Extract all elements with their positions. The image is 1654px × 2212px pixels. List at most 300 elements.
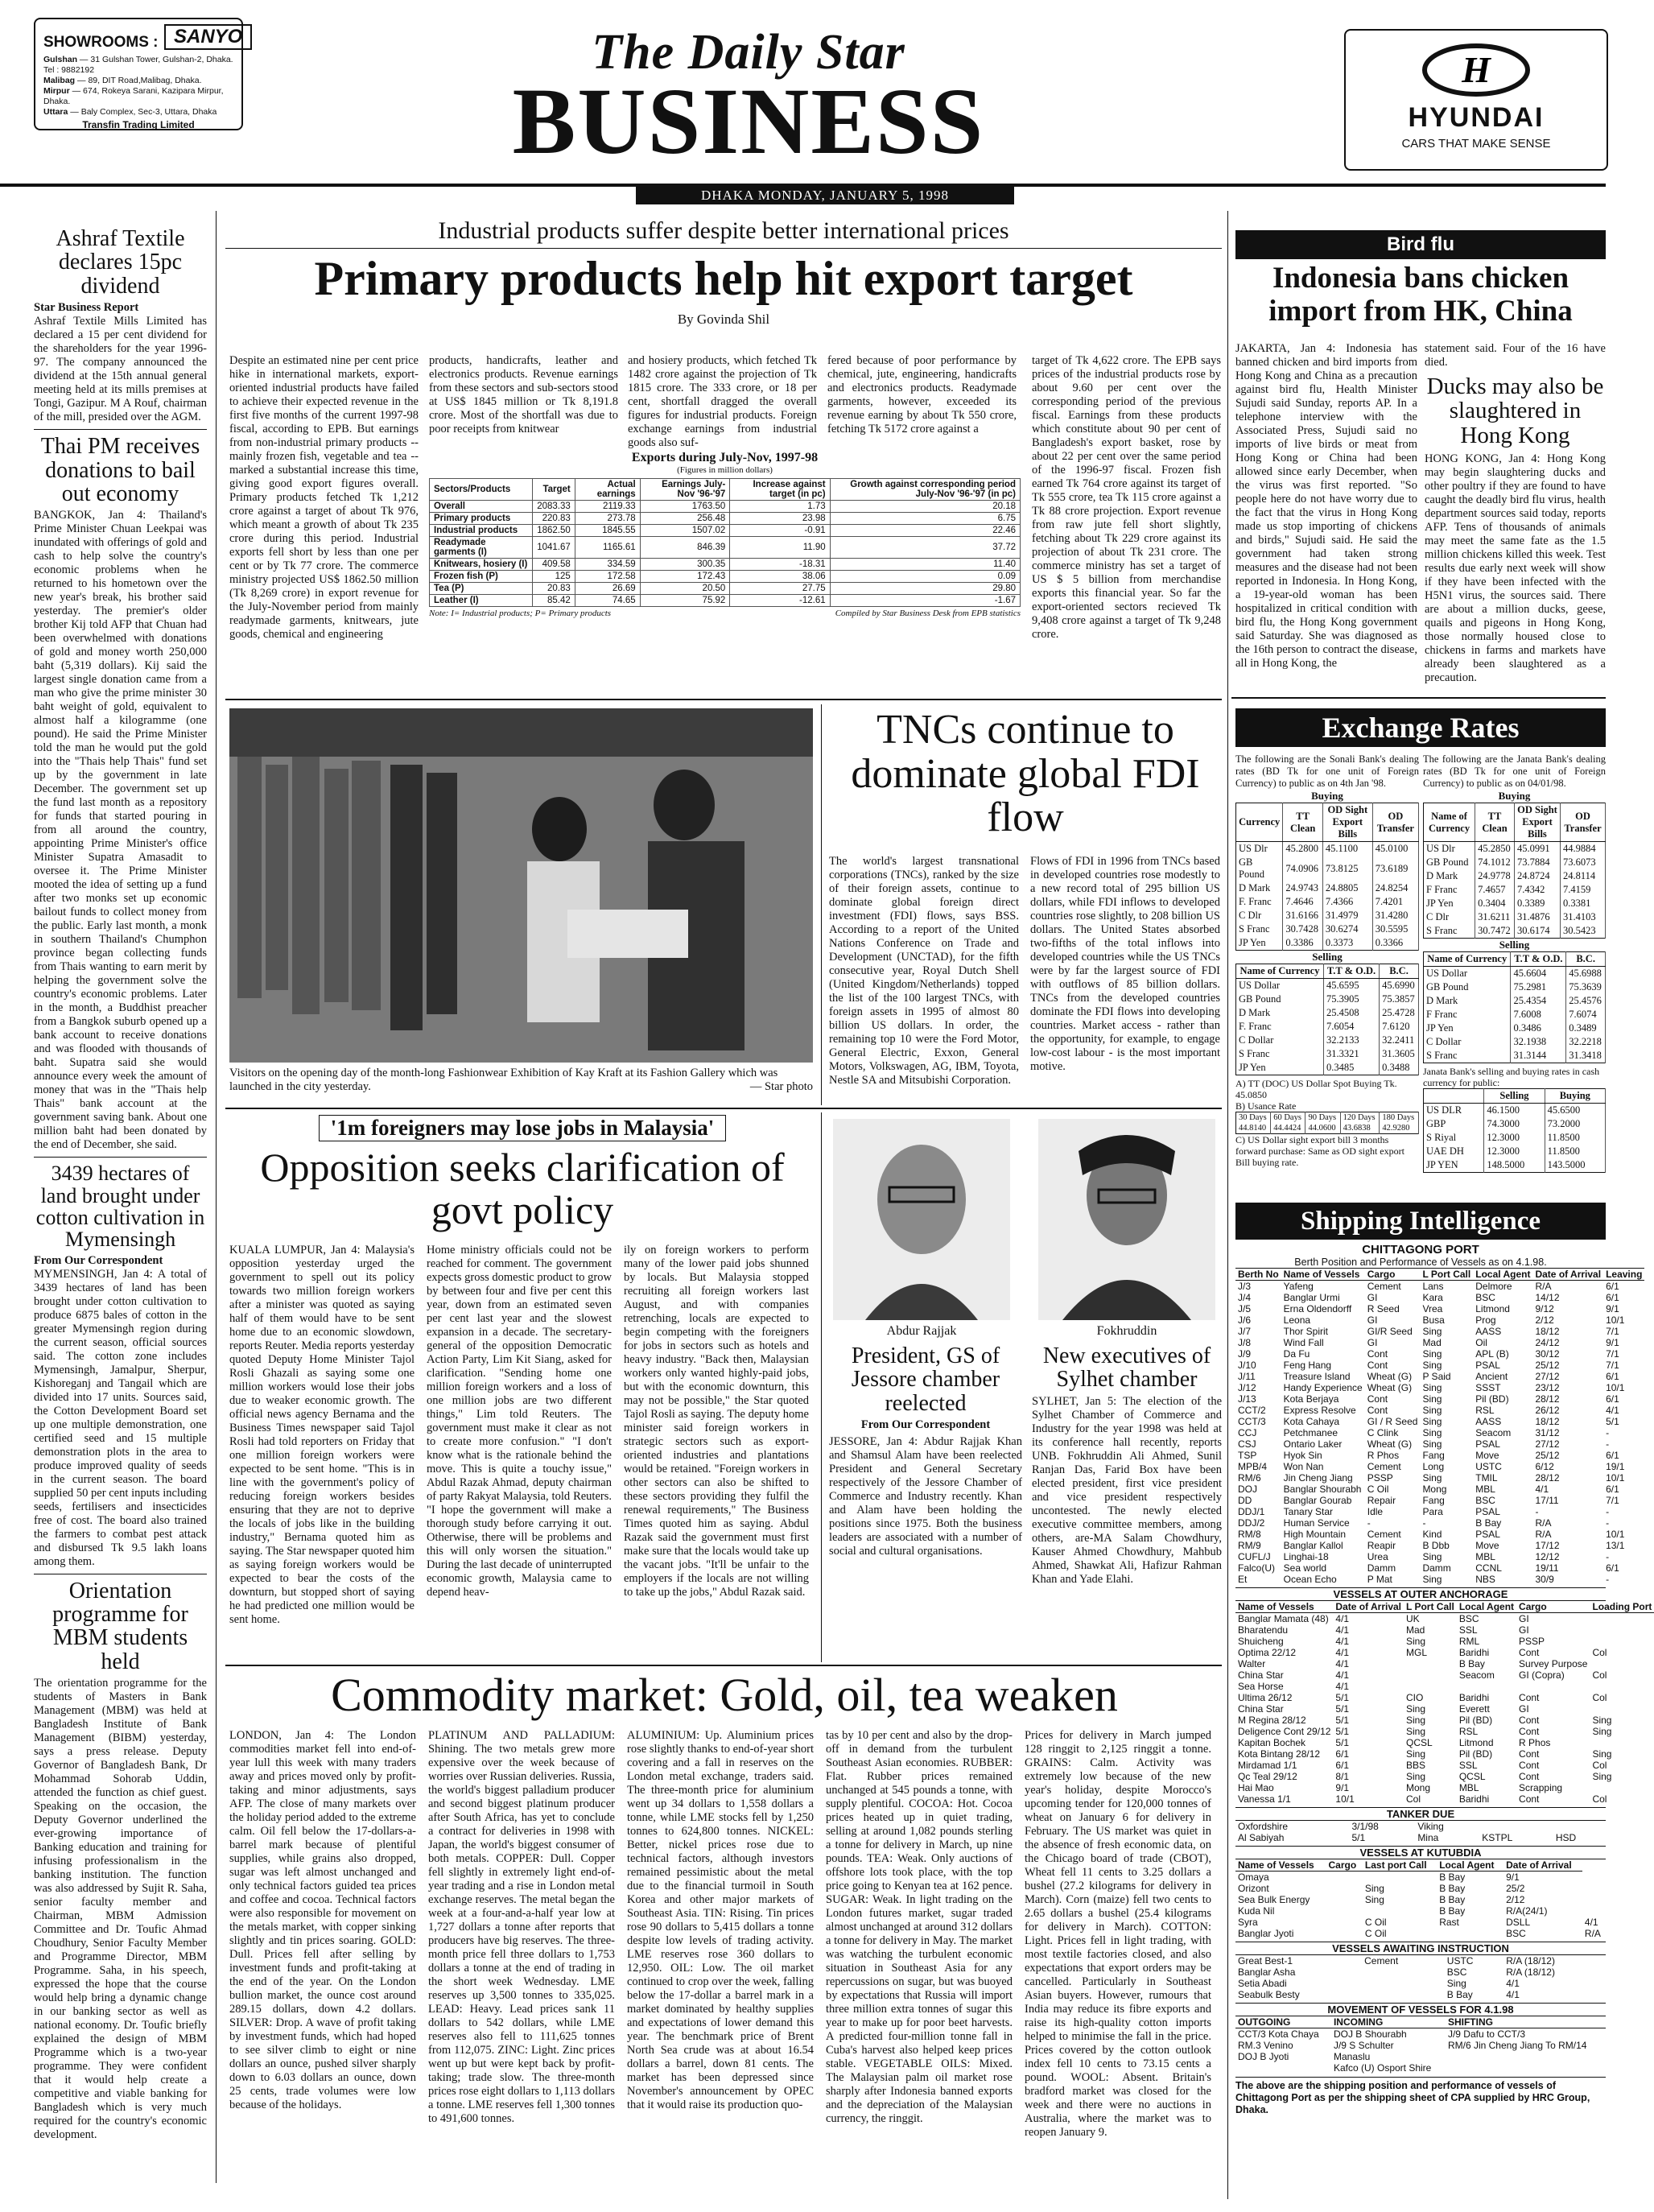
table-cell: 3/1/98 xyxy=(1351,1821,1379,1832)
lead-kicker: Industrial products suffer despite better international prices xyxy=(438,217,1009,244)
movement-row xyxy=(1235,2040,1606,2051)
table-cell: TSP xyxy=(1238,1450,1257,1461)
table-cell: MGL xyxy=(1406,1647,1428,1658)
table-cell: Kuda Nil xyxy=(1238,1905,1275,1917)
port-name: CHITTAGONG PORT xyxy=(1362,1243,1479,1257)
janata-buying-table xyxy=(1423,803,1606,939)
birdflu-col-2 xyxy=(1425,342,1606,694)
table-cell: BSC xyxy=(1446,1966,1467,1978)
table-cell: Col xyxy=(1592,1760,1607,1771)
table-cell: JP Yen xyxy=(1424,1021,1511,1035)
table-cell: 0.3486 xyxy=(1511,1021,1566,1035)
table-cell: Hai Mao xyxy=(1238,1782,1274,1793)
vessel-row xyxy=(1235,1562,1644,1574)
table-cell: R/A xyxy=(1535,1529,1552,1540)
table-cell: 20.50 xyxy=(640,583,730,595)
vessel-row xyxy=(1235,1551,1644,1562)
table-cell xyxy=(1435,1955,1444,1966)
outer-header: Name of Vessels xyxy=(1235,1601,1333,1613)
table-cell: -1.67 xyxy=(830,595,1020,607)
table-cell: 37.72 xyxy=(830,537,1020,559)
table-cell: C Clink xyxy=(1367,1427,1399,1438)
table-cell: 27.75 xyxy=(730,583,830,595)
rate-row xyxy=(1424,1008,1606,1021)
table-cell: 73.8125 xyxy=(1322,856,1372,881)
table-cell: Cont xyxy=(1519,1793,1540,1805)
rate-row xyxy=(1236,909,1419,922)
table-cell: D Mark xyxy=(1424,994,1511,1008)
table-cell xyxy=(1590,1782,1654,1793)
table-cell: -12.61 xyxy=(730,595,830,607)
table-cell: Manaslu xyxy=(1333,2051,1371,2062)
table-cell: 18/12 xyxy=(1535,1416,1560,1427)
rate-header: OD Sight Export Bills xyxy=(1514,803,1560,842)
sylhet-body: SYLHET, Jan 5: The election of the Sylhet Chamber of Commerce and Industry for the year 1998 was held at its conference hall recently, reports UNB. Fokhruddin Ali Ahmed, Sunil Ranjan Das, Farid Box have been elected president, first vice president and vice president respectively uncontested. The newly elected executive committee members, among others, are-MA Salam Chowdhury, Kauser Ahmed Chowdhury, Mahbub Ahmed, Shawkat Ali, Hafizur Rahman Khan and Yade Elahi. xyxy=(1032,1394,1222,1586)
rate-header: Selling xyxy=(1484,1089,1545,1104)
table-cell: R/A xyxy=(1535,1517,1552,1529)
table-cell: Sing xyxy=(1592,1748,1612,1760)
table-cell: Banglar Urmi xyxy=(1283,1292,1340,1303)
table-cell xyxy=(1326,1872,1362,1884)
table-cell: Viking xyxy=(1417,1821,1444,1832)
export-table-notes xyxy=(429,609,1021,618)
table-cell: DOJ xyxy=(1238,1484,1257,1495)
rate-row xyxy=(1424,910,1606,924)
table-cell: Move xyxy=(1475,1450,1499,1461)
table-cell: CCNL xyxy=(1475,1562,1502,1574)
table-cell: 9/1 xyxy=(1606,1337,1619,1348)
rate-header: OD Sight Export Bills xyxy=(1322,803,1372,842)
table-cell: GBP xyxy=(1424,1117,1484,1131)
table-cell: CSJ xyxy=(1238,1438,1256,1450)
table-cell: 334.59 xyxy=(575,559,640,571)
lead-col-1: Despite an estimated nine per cent price hike in international markets, export-oriented industrial products have failed to achieve their expected revenue in the first five months of the current 1997-98 fiscal, according to EPB. But earnings from non-industrial primary products -- mainly frozen fish, vegetable and tea -- marked a substantial increase this time, giving good export figures overall. Primary products fetched Tk 1,212 crore against a target of about Tk 976, which meant a growth of about Tk 235 crore during this period. Industrial exports fell short by less than one per cent or by Tk 77 crore. The commerce ministry projected US$ 1862.50 million (Tk 8,269 crore) in export revenue for the July-November period from mainly readymade garments, knitwears, jute goods, chemical and engineering xyxy=(229,354,419,641)
table-cell: Lans xyxy=(1422,1281,1444,1292)
rate-header: TT Clean xyxy=(1475,803,1515,842)
table-cell: Shuicheng xyxy=(1238,1636,1284,1647)
column-rule xyxy=(216,211,217,2183)
tanker-table xyxy=(1235,1821,1606,1843)
table-cell: 25.4508 xyxy=(1323,1006,1379,1020)
table-cell: 2/12 xyxy=(1535,1314,1554,1326)
table-cell: China Star xyxy=(1238,1703,1284,1715)
table-cell xyxy=(1553,1821,1606,1832)
table-cell: 6/1 xyxy=(1606,1281,1619,1292)
lead-headline: Primary products help hit export target xyxy=(314,252,1133,305)
table-cell: 2119.33 xyxy=(575,501,640,513)
table-cell: JP Yen xyxy=(1236,936,1283,951)
table-cell: GB Pound xyxy=(1424,856,1475,869)
table-cell: Delmore xyxy=(1475,1281,1512,1292)
table-cell: Erna Oldendorff xyxy=(1283,1303,1352,1314)
table-cell: JP YEN xyxy=(1424,1158,1484,1173)
table-cell: 7.4201 xyxy=(1372,895,1418,909)
vessel-row xyxy=(1235,1495,1644,1506)
table-cell: 30.6174 xyxy=(1514,924,1560,939)
vessel-row xyxy=(1235,1281,1644,1293)
table-cell: B Bay xyxy=(1439,1905,1466,1917)
table-cell: -0.91 xyxy=(730,525,830,537)
table-cell: Kota Berjaya xyxy=(1283,1393,1339,1405)
table-cell: Leather (I) xyxy=(430,595,533,607)
rate-row xyxy=(1424,1021,1606,1035)
table-cell: C Dlr xyxy=(1424,910,1475,924)
table-cell: 125 xyxy=(533,571,575,583)
story-ashraf: Ashraf Textile Mills Limited has declared a 15 per cent dividend for the shareholders for the year 1996-97. The company announced the dividend at the 15th annual general meeting held at its mills premises at Tongi, Gazipur. M A Rouf, chairman of the mill, presided over the AGM. xyxy=(34,315,207,424)
rate-row xyxy=(1236,936,1419,951)
table-cell: 75.2981 xyxy=(1511,980,1566,994)
table-cell: Express Resolve xyxy=(1283,1405,1356,1416)
vessel-row xyxy=(1235,1416,1644,1427)
janata-note: Janata Bank's selling and buying rates in cash currency for public: xyxy=(1423,1066,1600,1088)
outer-title: VESSELS AT OUTER ANCHORAGE xyxy=(1235,1587,1606,1601)
table-cell: DDJ/2 xyxy=(1238,1517,1265,1529)
table-cell: Cont xyxy=(1367,1405,1388,1416)
export-table-credit: Compiled by Star Business Desk from EPB statistics xyxy=(835,609,1021,618)
table-cell: B Bay xyxy=(1439,1883,1466,1894)
table-cell: KSTPL xyxy=(1482,1832,1513,1843)
table-cell xyxy=(1404,1681,1457,1692)
table-cell: 45.0100 xyxy=(1372,842,1418,856)
table-cell: 1845.55 xyxy=(575,525,640,537)
rate-row xyxy=(1424,967,1606,981)
table-cell: Cement xyxy=(1367,1281,1401,1292)
table-cell: J/6 xyxy=(1238,1314,1252,1326)
usance-cell: 180 Days xyxy=(1380,1112,1419,1124)
rate-row xyxy=(1236,881,1419,895)
vessel-row xyxy=(1235,1438,1644,1450)
rate-row xyxy=(1236,1061,1419,1075)
rate-row xyxy=(1236,856,1419,881)
table-cell: 10/1 xyxy=(1606,1314,1625,1326)
outer-header: L Port Call xyxy=(1404,1601,1457,1613)
table-cell: 4/1 xyxy=(1335,1647,1350,1658)
export-table-row xyxy=(430,595,1021,607)
table-cell: GI xyxy=(1367,1337,1378,1348)
commodity-col-5: Prices for delivery in March jumped 128 ringgit to 2,125 ringgit a tonne. GRAINS: Calm. Activity was extremely low because of the new year's holiday, despite Morocco's upcoming tender for 120,000 tonnes of wheat on January 6 for delivery in February. The US market was quiet in the absence of fresh economic data, on the Chicago board of trade (CBOT), Wheat fell 11 cents to 3.25 dollars a bushel (27.2 kilograms for delivery in March). Corn (maize) fell two cents to 2.65 dollars a bushel (25.4 kilograms for delivery in March). COTTON: Light. Prices fell in light trading, with most textile factories closed, and also expectations that export orders may be cancelled. Particularly in Southeast Asian buyers. However, rumours that India may reduce its fibre exports and raise its high-quality cotton imports helped to minimise the fall in the price. Prices covered by the cotton outlook index fell 10 cents to 73.15 cents a pound. WOOL: Absent. Britain's bradford market was closed for the week and there were no auctions in Australia, where the market was to reopen January 9. xyxy=(1025,1729,1211,2139)
story-cotton: MYMENSINGH, Jan 4: A total of 3439 hectares of land has been brought under cotton cultivation to produce 6875 bales of cotton in the greater Mymensingh region during the current season, official sources said. The cotton zone includes Mymensingh, Jamalpur, Sherpur, Kishoreganj and Tangail which are divided into 17 units. Sources said, the Cotton Development Board set up one multiple demonstration, one certified seed and 15 multiple demonstration plots in the area to produce improved quality of seeds in the current season. The board supplied 50 per cent inputs including seeds, fertilisers and insecticides free of cost. The board also trained the farmers to combat pest attack and disbursed Tk 9.5 lakh loans among them. xyxy=(34,1267,207,1568)
table-cell: 75.3639 xyxy=(1566,980,1606,994)
table-cell: 24.9743 xyxy=(1283,881,1323,895)
table-cell: Sing xyxy=(1406,1636,1426,1647)
table-cell: US Dollar xyxy=(1424,967,1511,981)
table-cell: Damm xyxy=(1422,1562,1451,1574)
table-cell: Col xyxy=(1592,1793,1607,1805)
table-cell: 45.2800 xyxy=(1283,842,1323,856)
headline-mbm: Orientation programme for MBM students held xyxy=(52,1578,188,1674)
table-cell: 74.0906 xyxy=(1283,856,1323,881)
table-cell: 30.5595 xyxy=(1372,922,1418,936)
vessel-row xyxy=(1235,1726,1654,1737)
table-cell xyxy=(1362,1989,1435,2000)
birdflu-col-2-text: statement said. Four of the 16 have died. xyxy=(1425,342,1606,369)
table-cell: 273.78 xyxy=(575,513,640,525)
table-cell: Everett xyxy=(1458,1703,1490,1715)
table-cell: 6/1 xyxy=(1606,1484,1619,1495)
table-cell: -18.31 xyxy=(730,559,830,571)
table-cell: C Oil xyxy=(1364,1928,1387,1939)
birdflu-col-1: JAKARTA, Jan 4: Indonesia has banned chicken and bird imports from Hong Kong and China as a precaution against bird flu, Health Minister Sujudi said Sunday, reports AP. In a telephone interview with the Associated Press, Sujudi said no imports of live birds or meat from Hong Kong or China had been allowed since early December, when the virus was first reported. "So people here do not have worry due to the fact that the virus in Hong Kong made us stop importing of chickens and birds," Sujudi said. He said the government had taken strong measures and the disease had not been reported in Indonesia. In Hong Kong, a 19-year-old woman has been hospitalized in critical condition with bird flu, the Hong Kong government said Saturday. She was diagnosed as the 16th person to contract the disease, all in Hong Kong, the xyxy=(1235,342,1417,670)
vessel-row xyxy=(1235,1314,1644,1326)
commodity-headline: Commodity market: Gold, oil, tea weaken xyxy=(331,1669,1118,1721)
table-cell: Pil (BD) xyxy=(1458,1748,1493,1760)
table-cell: Reapir xyxy=(1367,1540,1396,1551)
vessel-row xyxy=(1235,1636,1654,1647)
jessore-story xyxy=(829,1344,1022,1558)
table-cell: Qc Teal 29/12 xyxy=(1238,1771,1297,1782)
rate-row xyxy=(1424,1104,1606,1118)
table-cell xyxy=(1590,1658,1654,1669)
ducks-body: HONG KONG, Jan 4: Hong Kong may begin slaughtering ducks and other poultry if they are found to have caught the deadly bird flu virus, health department sources said today, reports AFP. Tens of thousands of animals may meet the same fate as the 1.5 million chickens killed this week. Test results due early next week will show if they have been infected with the H5N1 virus, the sources said. There are about a million ducks, geese, quails and pigeons in Hong Kong, those normally housed close to chickens in farms and markets have already been slaughtered as a precaution. xyxy=(1425,452,1606,685)
table-cell: PSAL xyxy=(1475,1529,1500,1540)
kutubdia-header: Cargo xyxy=(1326,1859,1362,1872)
table-cell: 4/1 xyxy=(1335,1669,1350,1681)
table-cell: GI (Copra) xyxy=(1519,1669,1565,1681)
rate-row xyxy=(1236,895,1419,909)
table-cell xyxy=(1446,2062,1606,2074)
table-cell: 32.2133 xyxy=(1323,1034,1379,1047)
tanker-title: TANKER DUE xyxy=(1235,1807,1606,1821)
table-cell: Col xyxy=(1592,1647,1607,1658)
table-cell: 31.3418 xyxy=(1566,1049,1606,1063)
table-cell: GB Pound xyxy=(1424,980,1511,994)
caption-text: Visitors on the opening day of the month-long Fashionwear Exhibition of Kay Kraft at its Fashion Gallery which was launched in the city yesterday. xyxy=(229,1067,778,1093)
export-table-row xyxy=(430,513,1021,525)
vessel-row xyxy=(1235,1371,1644,1382)
table-cell: D Mark xyxy=(1236,1006,1324,1020)
table-cell: Ancient xyxy=(1475,1371,1508,1382)
table-cell: F. Franc xyxy=(1236,1020,1324,1034)
table-cell: 30/12 xyxy=(1535,1348,1560,1360)
table-cell: S Franc xyxy=(1424,1049,1511,1063)
table-cell: J/3 xyxy=(1238,1281,1252,1292)
table-cell: GI xyxy=(1519,1613,1529,1624)
tnc-col-1: The world's largest transnational corporations (TNCs), ranked by the size of their foreign assets, continue to dominate global foreign direct investment (FDI) flows, says BSS. According to a report of the United Nations Conference on Trade and Development (UNCTAD), for the fifth consecutive year, Royal Dutch Shell (United Kingdom/Netherlands) topped the list of the 100 largest TNCs, with foreign assets in 1995 of almost 80 billion US dollars. In order, the remaining top 10 were the Ford Motor, General Electric, Exxon, General Motors, Volkswagen, AG, IBM, Toyota, Nestle SA and Mitsubishi Corporation. xyxy=(829,855,1019,1087)
table-cell: Sing xyxy=(1422,1393,1442,1405)
birdflu-headline: Indonesia bans chicken import from HK, China xyxy=(1268,262,1573,328)
table-cell: PSSP xyxy=(1519,1636,1545,1647)
table-cell xyxy=(1363,1905,1437,1917)
table-cell: GB Pound xyxy=(1236,856,1283,881)
table-cell: Kota Bintang 28/12 xyxy=(1238,1748,1321,1760)
table-cell: 5/1 xyxy=(1335,1715,1350,1726)
table-cell: Sing xyxy=(1446,1978,1466,1989)
table-cell: SSST xyxy=(1475,1382,1501,1393)
table-cell: 24.8724 xyxy=(1514,869,1560,883)
table-cell: Cont xyxy=(1367,1360,1388,1371)
sonali-buying-table xyxy=(1235,803,1419,951)
export-table-header: Target xyxy=(533,479,575,501)
byline: Star Business Report xyxy=(34,301,139,315)
table-cell: 38.06 xyxy=(730,571,830,583)
table-cell: Al Sabiyah xyxy=(1238,1832,1285,1843)
rate-header: OD Transfer xyxy=(1561,803,1606,842)
table-cell: 24.8805 xyxy=(1322,881,1372,895)
table-cell: - xyxy=(1367,1517,1371,1529)
vessel-row xyxy=(1235,1461,1644,1472)
janata-selling-table xyxy=(1423,951,1606,1063)
janata-intro: The following are the Janata Bank's dealing rates (BD Tk for one unit of Foreign Currency) to public as on 04/01/98. xyxy=(1423,753,1606,789)
table-cell: F Franc xyxy=(1424,883,1475,897)
table-cell: J/9 S Schulter xyxy=(1333,2040,1394,2051)
table-cell: Col xyxy=(1406,1793,1421,1805)
table-cell: QCSL xyxy=(1458,1771,1486,1782)
table-cell: R Phos xyxy=(1519,1737,1551,1748)
table-cell: Move xyxy=(1475,1540,1499,1551)
table-cell: Litmond xyxy=(1475,1303,1510,1314)
table-cell: 7.6054 xyxy=(1323,1020,1379,1034)
table-cell: Cont xyxy=(1519,1647,1540,1658)
table-cell: Won Nan xyxy=(1283,1461,1324,1472)
berth-header: Name of Vessels xyxy=(1281,1269,1365,1281)
table-cell: S Franc xyxy=(1236,1047,1324,1061)
table-cell: 31.6166 xyxy=(1283,909,1323,922)
table-cell: R/A (18/12) xyxy=(1506,1966,1555,1978)
table-cell: Seacom xyxy=(1458,1669,1495,1681)
usance-cell: 44.8140 xyxy=(1236,1123,1271,1134)
table-cell: Frozen fish (P) xyxy=(430,571,533,583)
vessel-row xyxy=(1235,1681,1654,1692)
table-cell: 45.1100 xyxy=(1322,842,1372,856)
table-cell: Rast xyxy=(1439,1917,1459,1928)
table-cell: Baridhi xyxy=(1458,1692,1490,1703)
malaysia-col-1: KUALA LUMPUR, Jan 4: Malaysia's opposition yesterday urged the government to spell out its policy towards two million foreign workers after a minister was quoted as saying half of them would have to be sent home due to an economic slowdown, reports Reuter. Media reports yesterday quoted Deputy Home Minister Tajol Rosli Ghazali as saying some one million workers would lose their jobs due to weaker economic growth. The official news agency Bernama and the Business Times newspaper said Tajol Rosli had told reporters on Friday that one million foreign workers were expected to be sent home. "This is in line with the government's policy of reducing foreign workers besides ensuring that they are not to deprive the locals of jobs like in the building industry," Bernama quoted him as saying. The Star newspaper quoted him as saying foreign workers would be expected to bear the costs of the downturn, but stopped short of saying he had predicted one million would be sent home. xyxy=(229,1244,415,1626)
table-cell: RM/6 xyxy=(1238,1472,1261,1484)
table-cell: MBL xyxy=(1475,1484,1495,1495)
vessel-row xyxy=(1235,1450,1644,1461)
rate-row xyxy=(1424,994,1606,1008)
table-cell: 19/11 xyxy=(1535,1562,1559,1574)
table-cell: 0.3489 xyxy=(1566,1021,1606,1035)
table-cell: 12.3000 xyxy=(1484,1145,1545,1158)
table-cell: Cement xyxy=(1364,1955,1399,1966)
export-table-row xyxy=(430,537,1021,559)
table-cell: Sing xyxy=(1422,1360,1442,1371)
table-cell: Sing xyxy=(1592,1771,1612,1782)
table-cell: Sing xyxy=(1406,1726,1426,1737)
table-cell: 75.3857 xyxy=(1380,993,1419,1006)
janata-cash-table xyxy=(1423,1088,1606,1173)
shipping-block xyxy=(1235,1243,1652,2201)
table-cell: C Dollar xyxy=(1236,1034,1324,1047)
table-cell: Fang xyxy=(1422,1450,1445,1461)
table-cell: S Franc xyxy=(1424,924,1475,939)
commodity-col-2: PLATINUM AND PALLADIUM: Shining. The two metals grew more expensive over the week because of worries over Russian deliveries. Russia, the world's biggest palladium producer and second biggest platinum producer after South Africa, has yet to conclude a contract for deliveries in 1998 with Japan, the world's biggest consumer of both metals. COPPER: Dull. Copper fell slightly in extremely light end-of-year trading and a rise in London metal exchange reserves. The metal began the week at a four-and-a-half year low at 1,727 dollars a tonne after reports that producers have big reserves. The three-month price fell three dollars to 1,753 dollars a tonne at the end of trading in the short week Wednesday. LME reserves up 3,500 tonnes to 335,025. LEAD: Heavy. Lead prices sank 11 dollars to 542 dollars, while LME reserves also fell to 111,625 tonnes from 112,075. ZINC: Light. Zinc prices went up but were kept back by profit-taking; trade slow. The three-month prices rose eight dollars to 1,113 dollars a tonne. LME reserves fell 1,300 tonnes to 491,600 tonnes. xyxy=(428,1729,615,2125)
table-cell: Et xyxy=(1238,1574,1248,1585)
table-cell: 5/1 xyxy=(1335,1692,1350,1703)
table-cell: 31.3144 xyxy=(1511,1049,1566,1063)
table-cell: 5/1 xyxy=(1351,1832,1366,1843)
table-cell: 73.6073 xyxy=(1561,856,1606,869)
export-table-block xyxy=(429,451,1021,618)
table-cell: 7.6120 xyxy=(1380,1020,1419,1034)
export-table-header: Sectors/Products xyxy=(430,479,533,501)
berth-header: Berth No xyxy=(1235,1269,1281,1281)
hyundai-tagline: CARS THAT MAKE SENSE xyxy=(1401,137,1551,151)
table-cell: 5/1 xyxy=(1335,1726,1350,1737)
table-cell xyxy=(1326,1905,1362,1917)
table-cell: 1.73 xyxy=(730,501,830,513)
table-cell: B Bay xyxy=(1446,1989,1473,2000)
table-cell: US Dlr xyxy=(1236,842,1283,856)
kutubdia-header: Last port Call xyxy=(1363,1859,1437,1872)
table-cell: Seacom xyxy=(1475,1427,1512,1438)
table-cell: 1862.50 xyxy=(533,525,575,537)
table-cell: Kafco (U) Osport Shire xyxy=(1333,2062,1432,2074)
table-cell: J/11 xyxy=(1238,1371,1256,1382)
rate-header: B.C. xyxy=(1380,964,1419,979)
vessel-row xyxy=(1235,1393,1644,1405)
table-cell: Fang xyxy=(1422,1495,1445,1506)
table-cell: SSL xyxy=(1458,1760,1478,1771)
exchange-banner: Exchange Rates xyxy=(1235,708,1606,747)
table-cell: Litmond xyxy=(1458,1737,1494,1748)
outer-header: Loading Port xyxy=(1590,1601,1654,1613)
sonali-note-a: A) TT (DOC) US Dollar Spot Buying Tk. 45.0850 xyxy=(1235,1078,1397,1100)
table-cell: BSC xyxy=(1475,1495,1495,1506)
table-cell: 20.83 xyxy=(533,583,575,595)
table-cell: Kind xyxy=(1422,1529,1442,1540)
table-cell: 11.8500 xyxy=(1545,1145,1605,1158)
usance-cell: 60 Days xyxy=(1271,1112,1305,1124)
rate-row xyxy=(1424,1158,1606,1173)
table-cell: Hyok Sin xyxy=(1283,1450,1322,1461)
section-rule xyxy=(225,1665,1222,1666)
vessel-row xyxy=(1235,1292,1644,1303)
table-cell: 24.8114 xyxy=(1561,869,1606,883)
movement-table xyxy=(1235,2016,1606,2074)
table-cell xyxy=(1362,1978,1435,1989)
table-cell: 9/1 xyxy=(1335,1782,1350,1793)
table-cell: BBS xyxy=(1406,1760,1426,1771)
vessel-row xyxy=(1235,1748,1654,1760)
table-cell: 27/12 xyxy=(1535,1438,1560,1450)
table-cell: Mad xyxy=(1422,1337,1442,1348)
malaysia-col-2: Home ministry officials could not be reached for comment. The government expects gross domestic product to grow by between four and five per cent this year, down from an estimated seven per cent last year and the slowest expansion in a decade. The secretary-general of the opposition Democratic Action Party, Lim Kit Siang, asked for clarification. "Sending home one million foreign workers and a loss of one million jobs are two different things," Lim told Reuters. The government must make it clear as not to create more confusion." "I don't know what is the rationale behind the move. This is quite a touchy issue," Abdul Razak Ahmad, deputy chairman of party Rakyat Malaysia, told Reuters. "I hope the government will make a thorough study before carrying it out. Otherwise, there will be problems and this will only worsen the situation." During the last decade of uninterrupted economic growth, Malaysia came to depend heav- xyxy=(427,1244,612,1599)
transfin-name: Transfin Trading Limited xyxy=(82,119,195,130)
table-cell: 5/1 xyxy=(1335,1737,1350,1748)
table-cell: Petchmanee xyxy=(1283,1427,1338,1438)
table-cell: Sing xyxy=(1422,1427,1442,1438)
export-table-header: Growth against corresponding period July-Nov '96-'97 (in pc) xyxy=(830,479,1020,501)
table-cell: Pil (BD) xyxy=(1475,1393,1509,1405)
table-cell: CCT/3 xyxy=(1238,1416,1266,1427)
vessel-row xyxy=(1235,1782,1654,1793)
outer-table xyxy=(1235,1601,1654,1805)
photo-image xyxy=(229,708,813,1063)
table-cell: 32.1938 xyxy=(1511,1035,1566,1049)
vessel-row xyxy=(1235,1540,1644,1551)
table-cell: Treasure Island xyxy=(1283,1371,1351,1382)
table-cell: 7/1 xyxy=(1606,1495,1619,1506)
showroom-row: Mirpur — 674, Rokeya Sarani, Kazipara Mirpur, Dhaka. xyxy=(43,86,224,106)
table-cell: RSL xyxy=(1475,1405,1495,1416)
table-cell: Idle xyxy=(1367,1506,1384,1517)
table-cell: HSD xyxy=(1555,1832,1577,1843)
vessel-row xyxy=(1235,1793,1654,1805)
table-cell: Pil (BD) xyxy=(1458,1715,1493,1726)
table-cell: Sing xyxy=(1406,1771,1426,1782)
table-cell: USTC xyxy=(1475,1461,1502,1472)
table-cell xyxy=(1326,1917,1362,1928)
table-cell xyxy=(1590,1737,1654,1748)
table-cell: China Star xyxy=(1238,1669,1284,1681)
portrait-image xyxy=(1038,1119,1215,1320)
table-cell xyxy=(1404,1669,1457,1681)
table-cell: 75.92 xyxy=(640,595,730,607)
table-cell: US Dlr xyxy=(1424,842,1475,856)
table-cell xyxy=(1326,1883,1362,1894)
